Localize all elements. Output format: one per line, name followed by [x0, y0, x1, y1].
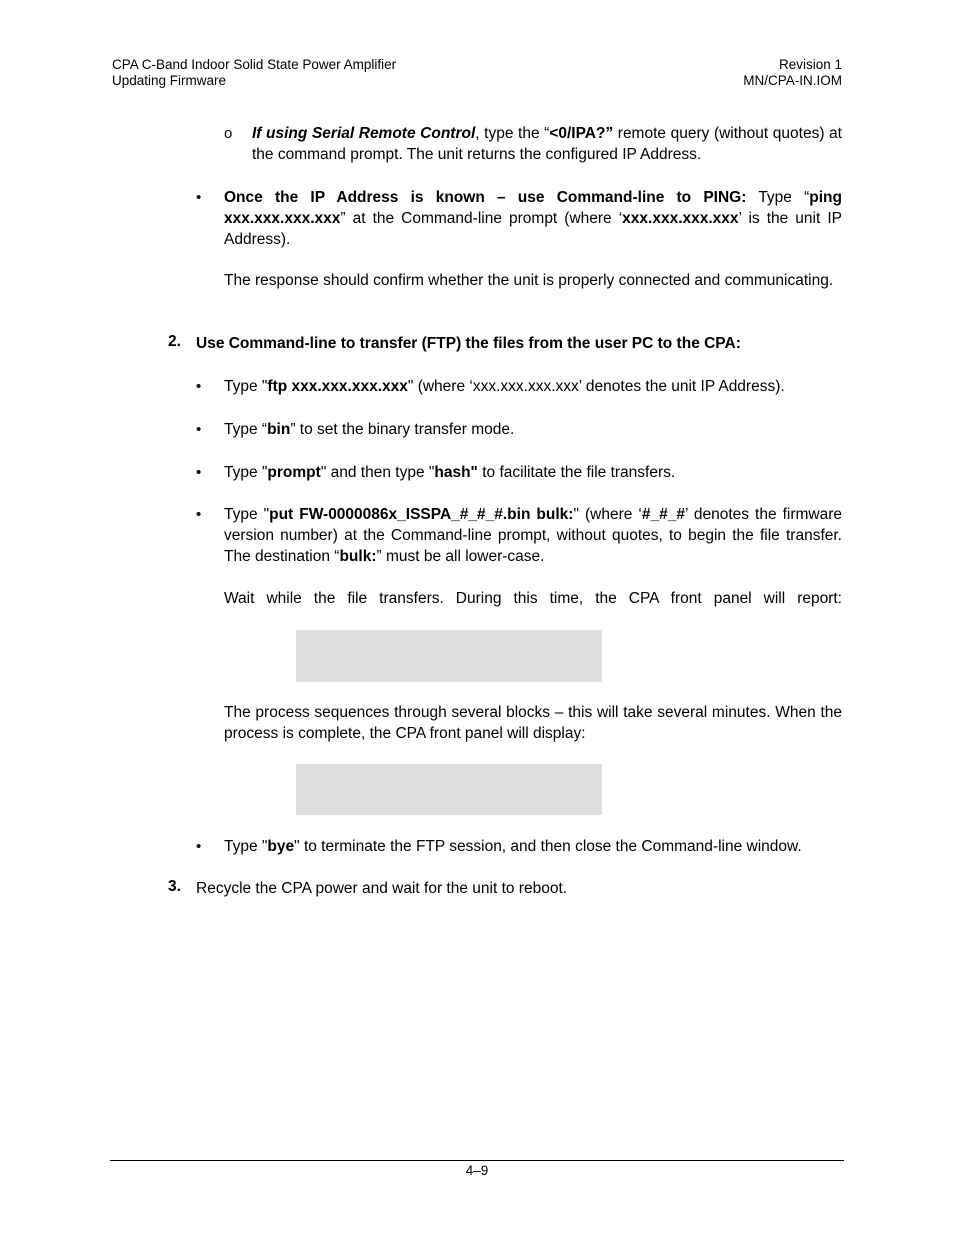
- ip-placeholder: xxx.xxx.xxx.xxx: [622, 210, 739, 227]
- ping-paragraph: Once the IP Address is known – use Command-line to PING: Type “ping xxx.xxx.xxx.xxx” at the Command-line prompt (where ‘xxx.xxx.xxx.xxx’ is the unit IP Address).: [224, 189, 842, 248]
- page-number: 4–9: [465, 1163, 489, 1178]
- ping-response-paragraph: The response should confirm whether the unit is properly connected and communicating.: [224, 272, 834, 289]
- step-2-title: Use Command-line to transfer (FTP) the files from the user PC to the CPA:: [196, 335, 741, 352]
- bullet-marker: •: [196, 189, 202, 206]
- running-header-left: [112, 57, 396, 89]
- bin-bullet: Type “bin” to set the binary transfer mode.: [224, 421, 515, 438]
- wait-paragraph: Wait while the file transfers. During this time, the CPA front panel will report:: [224, 590, 842, 607]
- sub-bullet-marker: o: [224, 125, 233, 142]
- step-3-number: 3.: [168, 878, 181, 895]
- document-number: MN/CPA-IN.IOM: [743, 73, 842, 88]
- put-bullet: Type "put FW-0000086x_ISSPA_#_#_#.bin bulk:" (where ‘#_#_#’ denotes the firmware version number) at the Command-line prompt, without quotes, to begin the file transfer. The destination “bulk:” must be all lower-case.: [224, 506, 843, 565]
- process-paragraph: The process sequences through several blocks – this will take several minutes. When the process is complete, the CPA front panel will display:: [224, 704, 842, 742]
- prompt-command: prompt: [267, 464, 321, 481]
- bulk-destination: bulk:: [339, 548, 377, 565]
- running-header-right: [743, 57, 842, 89]
- bullet-marker: •: [196, 838, 202, 855]
- ipa-query: <0/IPA?”: [549, 125, 614, 142]
- ftp-command: ftp xxx.xxx.xxx.xxx: [267, 378, 408, 395]
- bye-command: bye: [267, 838, 295, 855]
- footer-divider: [110, 1160, 844, 1161]
- ftp-bullet: Type "ftp xxx.xxx.xxx.xxx" (where ‘xxx.xxx.xxx.xxx’ denotes the unit IP Address).: [224, 378, 785, 395]
- bullet-marker: •: [196, 464, 202, 481]
- bin-command: bin: [267, 421, 291, 438]
- bullet-marker: •: [196, 378, 202, 395]
- put-command: put FW-0000086x_ISSPA_#_#_#.bin bulk:: [269, 506, 574, 523]
- bullet-marker: •: [196, 506, 202, 523]
- prompt-bullet: Type "prompt" and then type "hash" to facilitate the file transfers.: [224, 464, 676, 481]
- step-3-text: Recycle the CPA power and wait for the unit to reboot.: [196, 880, 568, 897]
- front-panel-transfer-display: [296, 630, 602, 682]
- step-2-number: 2.: [168, 333, 181, 350]
- hash-command: hash": [434, 464, 478, 481]
- serial-remote-paragraph: If using Serial Remote Control, type the “<0/IPA?” remote query (without quotes) at the command prompt. The unit returns the configured IP Address.: [252, 125, 842, 163]
- revision-label: Revision 1: [778, 57, 842, 72]
- serial-remote-heading: If using Serial Remote Control: [252, 125, 476, 142]
- bullet-marker: •: [196, 421, 202, 438]
- version-placeholder: #_#_#: [641, 506, 685, 523]
- ping-command: ping xxx.xxx.xxx.xxx: [224, 189, 842, 227]
- bye-bullet: Type "bye" to terminate the FTP session, and then close the Command-line window.: [224, 838, 802, 855]
- section-title: Updating Firmware: [112, 73, 227, 88]
- ping-lead: Once the IP Address is known – use Command-line to PING:: [224, 189, 747, 206]
- document-title: CPA C-Band Indoor Solid State Power Amplifier: [112, 57, 397, 72]
- front-panel-complete-display: [296, 764, 602, 815]
